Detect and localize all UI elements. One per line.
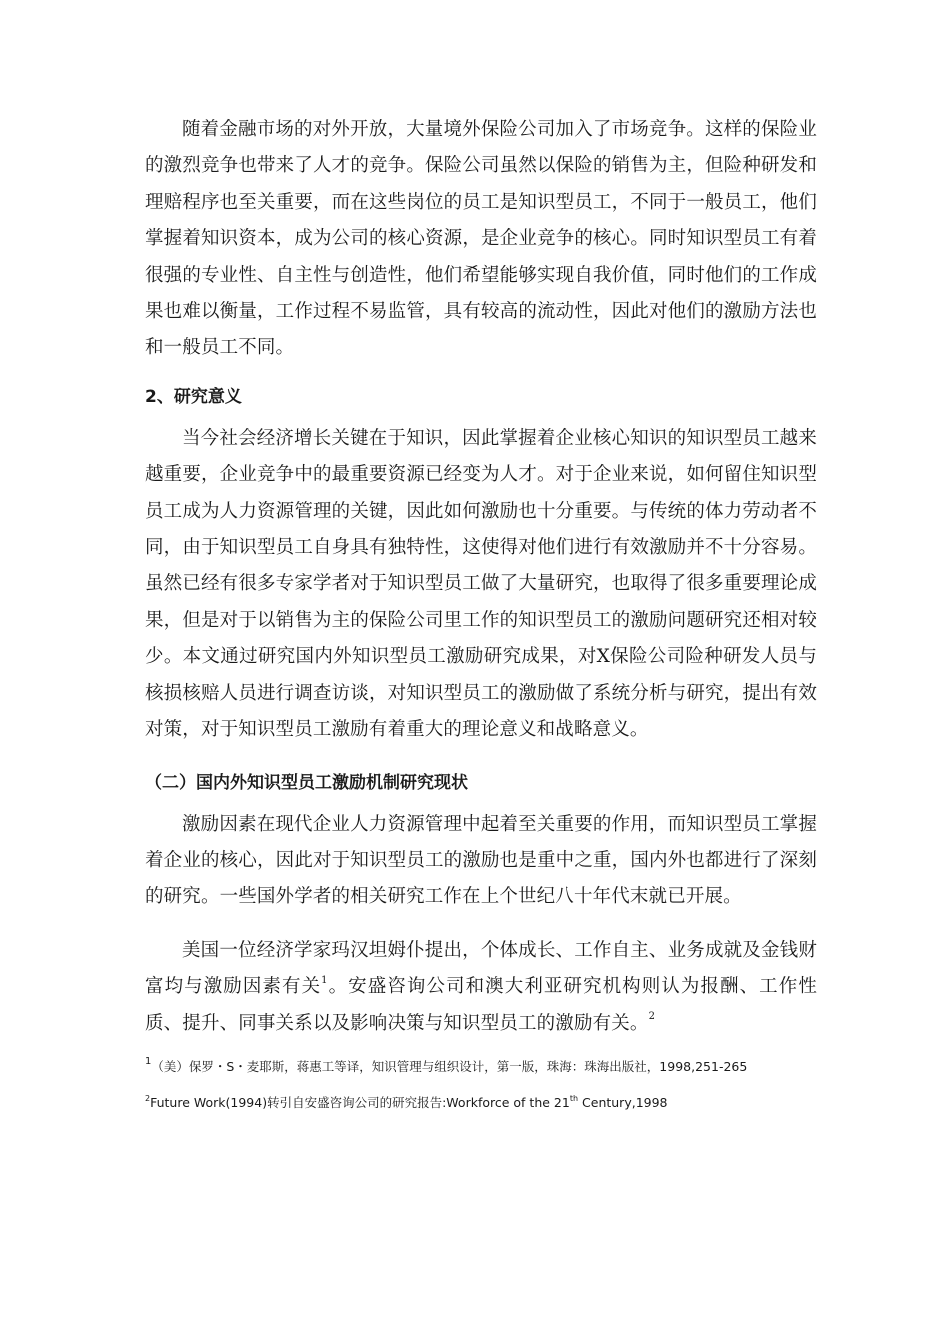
document-body — [145, 112, 817, 1114]
footnote-2-superscript: th — [569, 1093, 579, 1103]
footnote-2 — [145, 1092, 817, 1114]
footnote-2-text-end: Century,1998 — [578, 1094, 668, 1110]
paragraph-text: 美国一位经济学家玛汉坦姆仆提出，个体成长、工作自主、业务成就及金钱财富均与激励因素有关 — [145, 939, 817, 998]
footnote-1 — [145, 1056, 817, 1078]
footnote-2-text: Future Work(1994)转引自安盛咨询公司的研究报告:Workforce of the 21 — [150, 1094, 570, 1110]
significance-paragraph: 当今社会经济增长关键在于知识，因此掌握着企业核心知识的知识型员工越来越重要，企业竞争中的最重要资源已经变为人才。对于企业来说，如何留住知识型员工成为人力资源管理的关键，因此如何激励也十分重要。与传统的体力劳动者不同，由于知识型员工自身具有独特性，这使得对他们进行有效激励并不十分容易。虽然已经有很多专家学者对于知识型员工做了大量研究，也取得了很多重要理论成果，但是对于以销售为主的保险公司里工作的知识型员工的激励问题研究还相对较少。本文通过研究国内外知识型员工激励研究成果，对X保险公司险种研发人员与核损核赔人员进行调查访谈，对知识型员工的激励做了系统分析与研究，提出有效对策，对于知识型员工激励有着重大的理论意义和战略意义。 — [145, 427, 817, 741]
footnote-1-mark: 1 — [145, 1055, 152, 1067]
footnote-ref-2[interactable]: 2 — [648, 1011, 656, 1023]
section-heading-significance: 2、研究意义 — [145, 386, 242, 407]
footnote-ref-1[interactable]: 1 — [321, 974, 328, 986]
research-status-paragraph-1: 激励因素在现代企业人力资源管理中起着至关重要的作用，而知识型员工掌握着企业的核心，因此对于知识型员工的激励也是重中之重，国内外也都进行了深刻的研究。一些国外学者的相关研究工作在上个世纪八十年代末就已开展。 — [145, 813, 817, 908]
footnote-2-mark: 2 — [145, 1093, 151, 1103]
intro-paragraph: 随着金融市场的对外开放，大量境外保险公司加入了市场竞争。这样的保险业的激烈竞争也带来了人才的竞争。保险公司虽然以保险的销售为主，但险种研发和理赔程序也至关重要，而在这些岗位的员工是知识型员工，不同于一般员工，他们掌握着知识资本，成为公司的核心资源，是企业竞争的核心。同时知识型员工有着很强的专业性、自主性与创造性，他们希望能够实现自我价值，同时他们的工作成果也难以衡量，工作过程不易监管，具有较高的流动性，因此对他们的激励方法也和一般员工不同。 — [145, 119, 817, 359]
paragraph-text: 。安盛咨询公司和澳大利亚研究机构则认为报酬、工作性质、提升、同事关系以及影响决策与知识型员工的激励有关。 — [145, 976, 817, 1034]
research-status-paragraph-2 — [145, 933, 817, 1042]
footnote-1-text: （美）保罗・S・麦耶斯，蒋惠工等译，知识管理与组织设计，第一版，珠海：珠海出版社，1998,251-265 — [151, 1058, 748, 1074]
section-heading-research-status: （二）国内外知识型员工激励机制研究现状 — [145, 772, 468, 793]
